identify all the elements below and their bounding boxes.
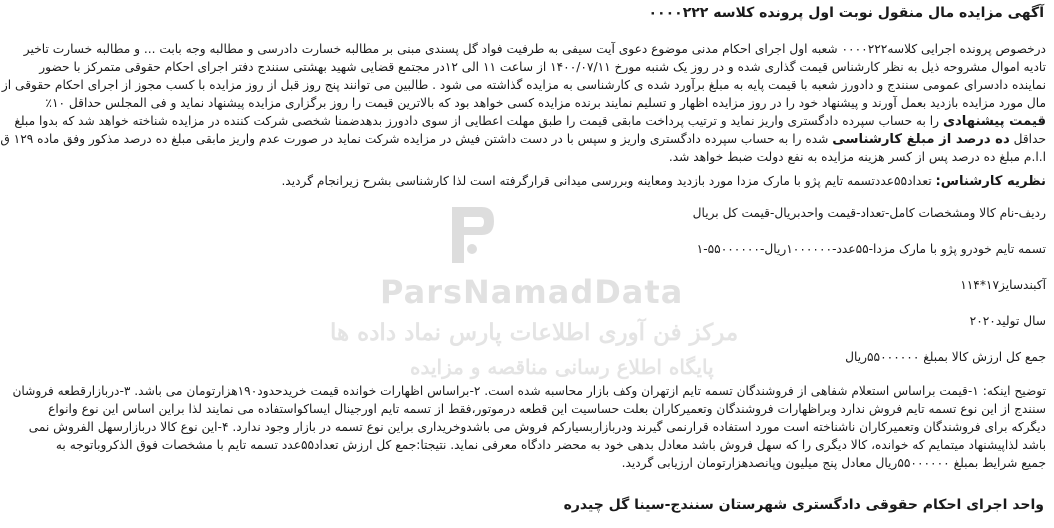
- notes-line-2: سنندج از این نوع تسمه تایم فروش ندارد وبراظهارات فروشندگان وتعمیرکاران بعلت حساسیت این قطعه درموتور،فقط از تسمه تایم اورجینال ایساکواستفاده می نمایند لذا براین اساس این نوع وانواع: [48, 402, 1046, 416]
- notes-line-4: باشد لذاپیشنهاد میتمایم که خوانده، کالا دیگری را که سهل فروش باشد معادل بدهی خود به محضر دادگاه معرفی نماید. نتیجتا:جمع کل ارزش تعداد۵۵عدد تسمه تایم با مشخصات فوق الذکروباتوجه به: [55, 438, 1046, 452]
- notice-title: آگهی مزایده مال منقول نوبت اول پرونده کلاسه ۰۰۰۰۲۲۲: [648, 5, 1044, 21]
- ten-percent-label: ده درصد از مبلغ کارشناسی: [832, 132, 1010, 147]
- item-size: آکبندسایز۱۷*۱۱۴: [960, 278, 1046, 292]
- intro-line-6: [0, 130, 1046, 149]
- intro-line-5-text: را به حساب سپرده دادگستری واریز نماید و ترتیب پرداخت مابقی قیمت را طبق مهلت اعطایی از سوی دادورز بدهدضمنا شخصی شرکت کننده در مزایده شناخته خواهد شد که بدوا مبلغ: [14, 114, 943, 128]
- watermark-brand: ParsNamadData: [380, 273, 684, 311]
- intro-line-3: نماینده دادسرای عمومی سنندج و دادورز شعبه با قیمت پایه به مبلغ برآورد شده ی کارشناسی به مزایده گذاشته می شود . طالبین می توانند پنج روز قبل از روز مزایده با کسب مجوز از اجرای احکام حقوقی از: [1, 78, 1046, 92]
- watermark-line-2: پایگاه اطلاع رسانی مناقصه و مزایده: [410, 355, 714, 379]
- item-row: تسمه تایم خودرو پژو با مارک مزدا-۵۵عدد-۱۰۰۰۰۰۰ریال-۵۵۰۰۰۰۰۰-۱: [696, 242, 1046, 256]
- suggested-price-label: قیمت پیشنهادی: [942, 114, 1046, 129]
- watermark-line-1: مرکز فن آوری اطلاعات پارس نماد داده ها: [330, 319, 739, 346]
- intro-line-6-pre: حداقل: [1009, 132, 1046, 146]
- intro-line-4: مال مورد مزایده بازدید بعمل آورند و پیشنهاد خود را در روز مزایده اظهار و تسلیم نمایند برنده مزایده کسی خواهد بود که بالاترین قیمت را روز برگزاری مزایده پیشنهاد نماید و فی المجلس حداقل ۱۰٪: [45, 96, 1046, 110]
- notes-line-3: دیگرکه برای فروشندگان وتعمیرکاران ناشناخته است مورد استفاده قرارنمی گیرند ودربازاربسیارکم فروش می باشدوخریداری براین نوع تسمه در بازار وجود ندارد. ۴-این نوع کالا دربازارسهل الفروش نمی: [28, 420, 1046, 434]
- intro-line-6-text: شده را به حساب سپرده دادگستری واریز و سپس با در دست داشتن فیش در مزایده شرکت نماید در صورت عدم واریز مابقی مبلغ ده درصد مذکور وفق ماده ۱۲۹ ق: [0, 132, 833, 146]
- intro-line-5: [14, 112, 1046, 131]
- notes-line-1: توضیح اینکه: ۱-قیمت براساس استعلام شفاهی از فروشندگان تسمه تایم ازتهران وکف بازار محاسبه شده است. ۲-براساس اظهارات خوانده قیمت خریدحدود۱۹۰هزارتومان می باشد. ۳-دربازارقطعه فروشان: [12, 384, 1046, 398]
- expert-opinion-text: تعداد۵۵عددتسمه تایم پژو با مارک مزدا مورد بازدید ومعاینه وبررسی میدانی قرارگرفته است لذا کارشناسی بشرح زیرانجام گردید.: [281, 174, 936, 188]
- intro-line-7: ا.ا.م مبلغ ده درصد پس از کسر هزینه مزایده به نفع دولت ضبط خواهد شد.: [668, 150, 1046, 164]
- notes-line-5: جمیع شرایط بمبلغ ۵۵۰۰۰۰۰۰ریال معادل پنج میلیون وپانصدهزارتومان ارزیابی گردید.: [621, 456, 1046, 470]
- expert-opinion-label: نظریه کارشناس:: [935, 174, 1046, 189]
- item-total: جمع کل ارزش کالا بمبلغ ۵۵۰۰۰۰۰۰ریال: [845, 350, 1046, 364]
- item-year: سال تولید۲۰۲۰: [969, 314, 1046, 328]
- intro-line-1: درخصوص پرونده اجرایی کلاسه۰۰۰۰۲۲۲ شعبه اول اجرای احکام مدنی موضوع دعوی آیت سیفی به طرفیت فواد گل پسندی مبنی بر مطالبه خسارت دادرسی و مطالبه وجه بابت ... و مطالبه خسارت تاخیر: [23, 42, 1046, 56]
- expert-opinion: [38, 172, 1046, 191]
- intro-line-2: تادیه اموال مشروحه ذیل به نظر کارشناس قیمت گذاری شده و در روز یک شنبه مورخ ۱۴۰۰/۰۷/۱۱ از ساعت ۱۱ الی ۱۲در مجتمع قضایی شهید بهشتی سنندج دفتر اجرای احکام حقوقی متمرکز با حضور: [39, 60, 1046, 74]
- items-header: ردیف-نام کالا ومشخصات کامل-تعداد-قیمت واحدبریال-قیمت کل بریال: [692, 206, 1046, 220]
- notice-footer: واحد اجرای احکام حقوقی دادگستری شهرستان سنندج-سینا گل چیدره: [563, 497, 1044, 513]
